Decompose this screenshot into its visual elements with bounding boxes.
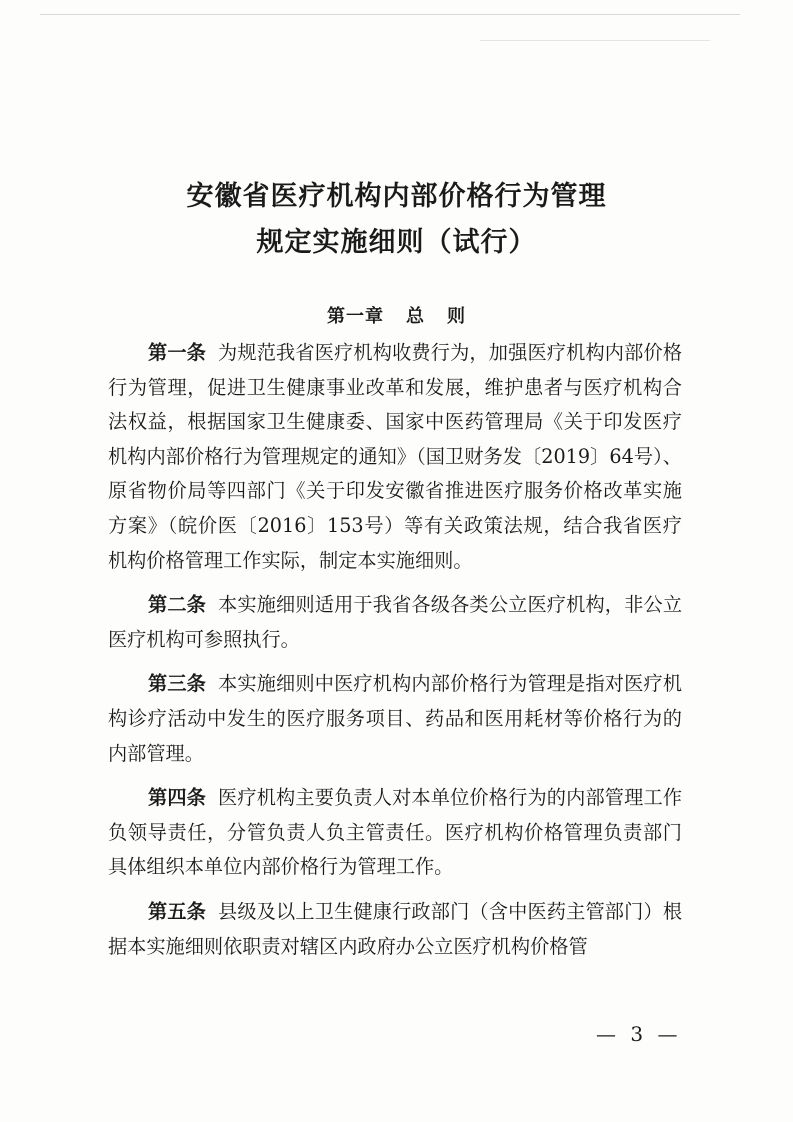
chapter-number: 第一章 (327, 306, 384, 327)
scan-artifact (40, 14, 740, 15)
article-label: 第四条 (148, 786, 207, 810)
chapter-title-char2: 则 (447, 306, 466, 327)
article-3 (108, 667, 682, 771)
article-1 (108, 336, 682, 578)
article-label: 第三条 (148, 672, 207, 696)
document-title-line1: 安徽省医疗机构内部价格行为管理 (186, 181, 607, 212)
article-label: 第一条 (148, 341, 207, 364)
article-5 (108, 895, 682, 964)
article-text: 县级及以上卫生健康行政部门（含中医药主管部门）根据本实施细则依职责对辖区内政府办公立医疗机构价格管 (108, 899, 683, 958)
scan-artifact (480, 40, 710, 41)
article-text: 本实施细则中医疗机构内部价格行为管理是指对医疗机构诊疗活动中发生的医疗服务项目、药品和医用耗材等价格行为的内部管理。 (108, 672, 683, 765)
chapter-title-char1: 总 (406, 306, 425, 327)
article-label: 第五条 (148, 899, 207, 923)
document-title-line2: 规定实施细则（试行） (256, 227, 537, 258)
page-number: — 3 — (596, 1022, 682, 1046)
article-2 (108, 588, 682, 657)
article-text: 医疗机构主要负责人对本单位价格行为的内部管理工作负领导责任，分管负责人负主管责任。医疗机构价格管理负责部门具体组织本单位内部价格行为管理工作。 (108, 786, 683, 879)
article-text: 为规范我省医疗机构收费行为，加强医疗机构内部价格行为管理，促进卫生健康事业改革和发展，维护患者与医疗机构合法权益，根据国家卫生健康委、国家中医药管理局《关于印发医疗机构内部价格行为管理规定的通知》（国卫财务发〔2019〕64号）、原省物价局等四部门《关于印发安徽省推进医疗服务价格改革实施方案》（皖价医〔2016〕153号）等有关政策法规，结合我省医疗机构价格管理工作实际，制定本实施细则。 (108, 341, 683, 572)
article-4 (108, 781, 682, 885)
article-text: 本实施细则适用于我省各级各类公立医疗机构，非公立医疗机构可参照执行。 (108, 593, 683, 651)
chapter-heading (0, 302, 793, 328)
article-label: 第二条 (148, 593, 207, 617)
document-body (108, 336, 682, 964)
